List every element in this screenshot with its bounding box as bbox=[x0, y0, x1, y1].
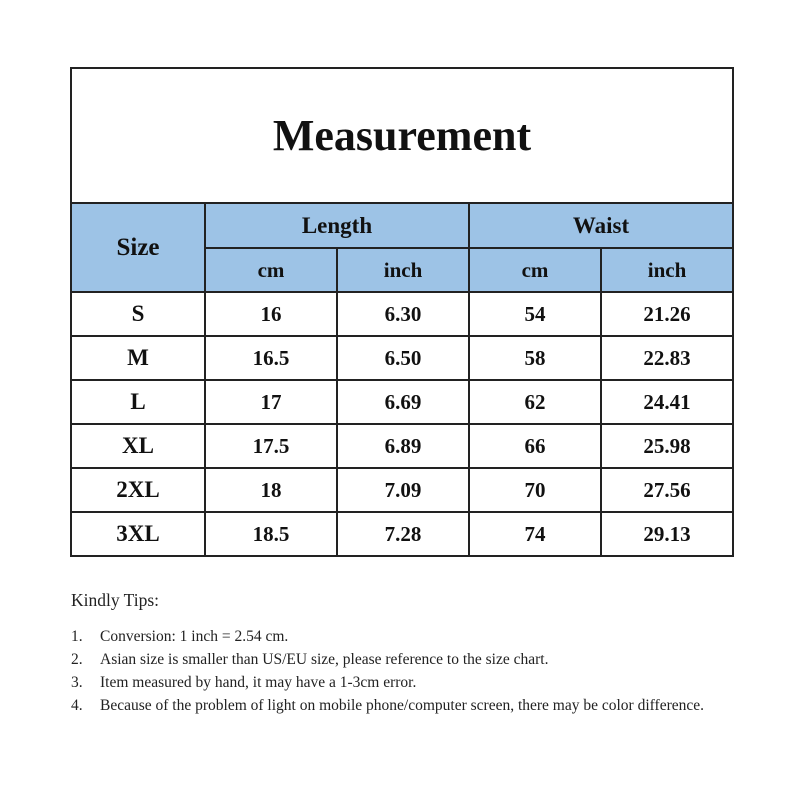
size-cell: XL bbox=[71, 424, 205, 468]
measurement-table bbox=[70, 67, 734, 557]
waist-cm-cell: 62 bbox=[469, 380, 601, 424]
tip-number: 4. bbox=[71, 697, 83, 714]
waist-inch-cell: 25.98 bbox=[601, 424, 733, 468]
length-cm-cell: 16.5 bbox=[205, 336, 337, 380]
length-inch-cell: 6.89 bbox=[337, 424, 469, 468]
tip-item bbox=[71, 694, 726, 717]
waist-header: Waist bbox=[469, 203, 733, 248]
kindly-tips bbox=[71, 590, 726, 717]
waist-cm-cell: 66 bbox=[469, 424, 601, 468]
size-chart bbox=[70, 67, 732, 557]
size-cell: L bbox=[71, 380, 205, 424]
length-cm-cell: 18.5 bbox=[205, 512, 337, 556]
tip-item bbox=[71, 625, 726, 648]
length-inch-cell: 6.30 bbox=[337, 292, 469, 336]
length-inch-cell: 7.28 bbox=[337, 512, 469, 556]
length-cm-cell: 16 bbox=[205, 292, 337, 336]
tip-text: Because of the problem of light on mobile phone/computer screen, there may be color difference. bbox=[100, 697, 704, 714]
waist-cm-cell: 70 bbox=[469, 468, 601, 512]
length-cm-cell: 17 bbox=[205, 380, 337, 424]
size-cell: 3XL bbox=[71, 512, 205, 556]
waist-inch-cell: 27.56 bbox=[601, 468, 733, 512]
size-cell: M bbox=[71, 336, 205, 380]
tip-text: Asian size is smaller than US/EU size, please reference to the size chart. bbox=[100, 651, 549, 668]
waist-inch-cell: 29.13 bbox=[601, 512, 733, 556]
tip-item bbox=[71, 648, 726, 671]
waist-inch-cell: 21.26 bbox=[601, 292, 733, 336]
unit-header: cm bbox=[205, 248, 337, 292]
tip-number: 1. bbox=[71, 628, 83, 645]
table-row bbox=[71, 424, 733, 468]
unit-header: inch bbox=[601, 248, 733, 292]
unit-header: cm bbox=[469, 248, 601, 292]
length-cm-cell: 18 bbox=[205, 468, 337, 512]
tips-heading: Kindly Tips: bbox=[71, 590, 160, 610]
table-row bbox=[71, 380, 733, 424]
waist-cm-cell: 58 bbox=[469, 336, 601, 380]
tip-text: Item measured by hand, it may have a 1-3cm error. bbox=[100, 674, 417, 691]
table-row bbox=[71, 292, 733, 336]
length-inch-cell: 6.50 bbox=[337, 336, 469, 380]
table-row bbox=[71, 468, 733, 512]
tip-number: 3. bbox=[71, 674, 83, 691]
length-header: Length bbox=[205, 203, 469, 248]
table-row bbox=[71, 512, 733, 556]
length-inch-cell: 7.09 bbox=[337, 468, 469, 512]
size-cell: S bbox=[71, 292, 205, 336]
waist-inch-cell: 22.83 bbox=[601, 336, 733, 380]
unit-header: inch bbox=[337, 248, 469, 292]
waist-cm-cell: 54 bbox=[469, 292, 601, 336]
tip-text: Conversion: 1 inch = 2.54 cm. bbox=[100, 628, 289, 645]
waist-cm-cell: 74 bbox=[469, 512, 601, 556]
tip-number: 2. bbox=[71, 651, 83, 668]
tip-item bbox=[71, 671, 726, 694]
waist-inch-cell: 24.41 bbox=[601, 380, 733, 424]
table-title: Measurement bbox=[71, 68, 733, 203]
length-inch-cell: 6.69 bbox=[337, 380, 469, 424]
length-cm-cell: 17.5 bbox=[205, 424, 337, 468]
size-header: Size bbox=[71, 203, 205, 292]
table-row bbox=[71, 336, 733, 380]
size-cell: 2XL bbox=[71, 468, 205, 512]
